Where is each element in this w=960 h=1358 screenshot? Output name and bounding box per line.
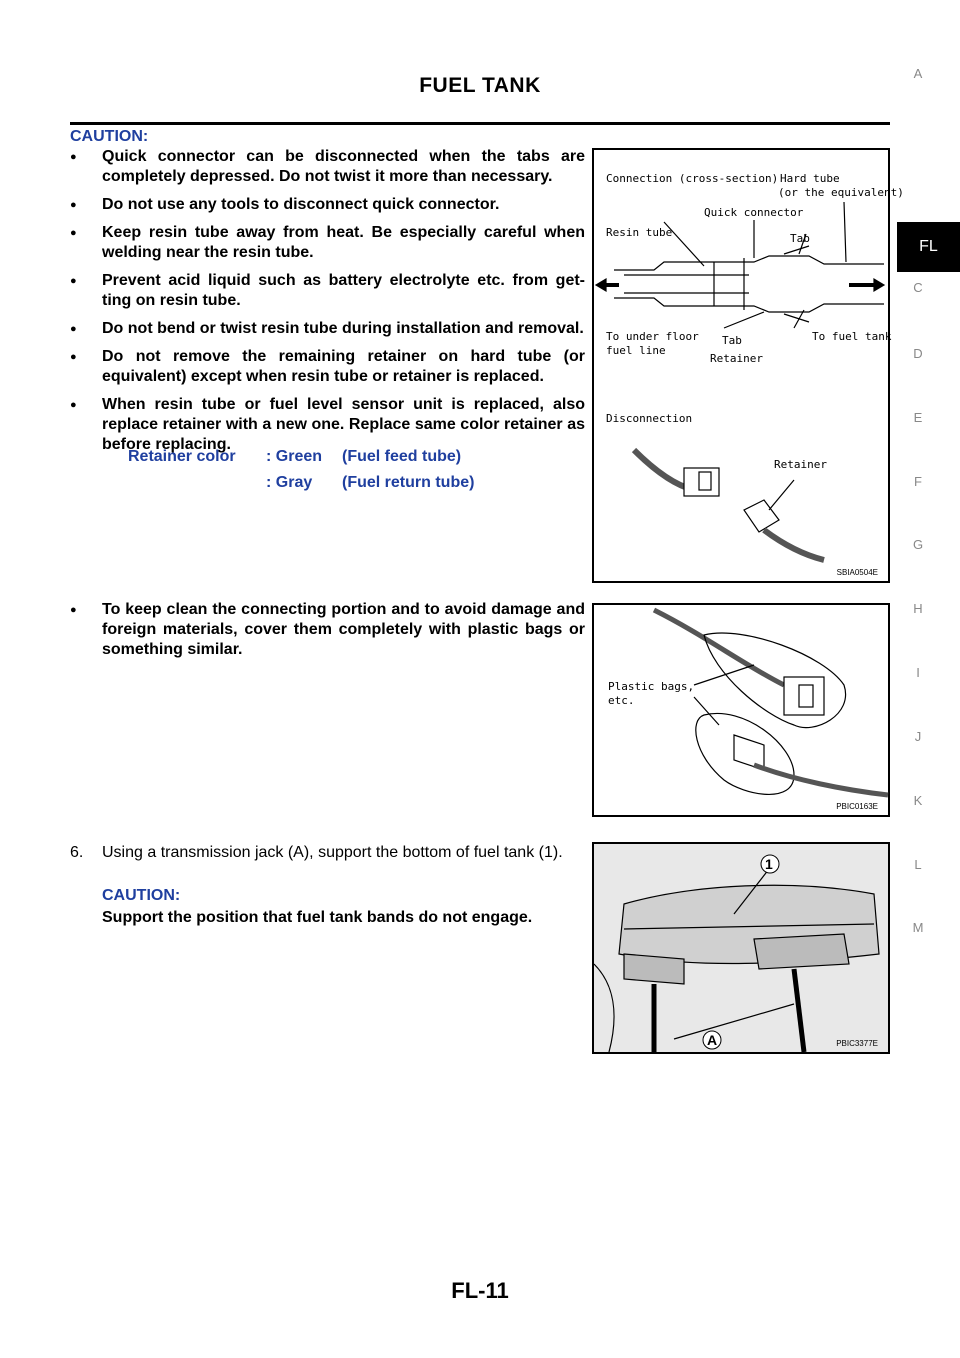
caution-item: ● Do not bend or twist resin tube during installation and removal. bbox=[70, 319, 585, 339]
section-tab-c[interactable]: C bbox=[913, 280, 923, 295]
caution-item: ● Do not remove the remaining retainer on hard tube (or equivalent) except when resin tube or retainer is replaced. bbox=[70, 347, 585, 387]
section-tab-d[interactable]: D bbox=[913, 346, 923, 361]
label-resin-tube: Resin tube bbox=[606, 226, 673, 239]
caution-item: ● Do not use any tools to disconnect quick connector. bbox=[70, 195, 585, 215]
label-to-fuel-tank: To fuel tank bbox=[812, 330, 892, 343]
quick-connector-figure bbox=[592, 148, 904, 583]
label-disconnection: Disconnection bbox=[606, 412, 693, 425]
callout-jack: A bbox=[707, 1032, 718, 1048]
transmission-jack-figure bbox=[592, 842, 890, 1054]
section-tab-a[interactable]: A bbox=[913, 66, 923, 81]
protection-list bbox=[70, 600, 585, 668]
retainer-color-gray: : Gray bbox=[266, 474, 313, 491]
page-number: FL-11 bbox=[451, 1278, 509, 1303]
section-tab-k[interactable]: K bbox=[913, 793, 923, 808]
label-retainer: Retainer bbox=[710, 352, 763, 365]
caution-item: ● Keep resin tube away from heat. Be especially careful when welding near the resin tube. bbox=[70, 223, 585, 263]
callout-fuel-tank: 1 bbox=[765, 856, 773, 872]
retainer-color-green: : Green bbox=[266, 448, 323, 465]
label-tab-top: Tab bbox=[790, 232, 810, 245]
retainer-color-label: Retainer color bbox=[128, 448, 236, 465]
plastic-bags-figure bbox=[592, 603, 890, 817]
label-connection: Connection (cross-section) bbox=[606, 172, 779, 185]
label-under-floor: To under floor bbox=[606, 330, 699, 343]
label-etc: etc. bbox=[608, 694, 635, 707]
section-tab-fl[interactable]: FL bbox=[897, 222, 960, 272]
plastic-bags-illustration bbox=[594, 605, 888, 815]
protection-item: ● To keep clean the connecting portion and to avoid damage and foreign materials, cover them completely with plastic bags or something similar. bbox=[70, 600, 585, 660]
retainer-desc-return: (Fuel return tube) bbox=[342, 474, 475, 491]
caution-list bbox=[70, 147, 585, 463]
section-tab-j[interactable]: J bbox=[914, 729, 922, 744]
label-plastic-bags: Plastic bags, bbox=[608, 680, 695, 693]
quick-connector-illustration bbox=[594, 150, 904, 581]
page-title: FUEL TANK bbox=[419, 74, 541, 97]
label-quick-connector: Quick connector bbox=[704, 206, 804, 219]
caution-item: ● When resin tube or fuel level sensor unit is replaced, also replace retainer with a new one. Replace same color retainer as before replacing. bbox=[70, 395, 585, 455]
label-hard-tube: Hard tube bbox=[780, 172, 840, 185]
label-retainer-disconnect: Retainer bbox=[774, 458, 827, 471]
retainer-desc-feed: (Fuel feed tube) bbox=[342, 448, 462, 465]
section-tab-l[interactable]: L bbox=[914, 857, 922, 872]
step-text: Using a transmission jack (A), support the bottom of fuel tank (1). bbox=[102, 844, 563, 861]
step-caution-heading: CAUTION: bbox=[102, 887, 181, 904]
figure-code: PBIC0163E bbox=[836, 802, 878, 811]
label-tab-bottom: Tab bbox=[722, 334, 742, 347]
section-tab-f[interactable]: F bbox=[914, 474, 922, 489]
figure-code: SBIA0504E bbox=[836, 568, 878, 577]
section-tab-e[interactable]: E bbox=[913, 410, 923, 425]
figure-code: PBIC3377E bbox=[836, 1039, 878, 1048]
caution-item: ● Prevent acid liquid such as battery electrolyte etc. from get-ting on resin tube. bbox=[70, 271, 585, 311]
section-tab-i[interactable]: I bbox=[916, 665, 920, 680]
section-tab-g[interactable]: G bbox=[912, 537, 924, 552]
step-caution-text: Support the position that fuel tank bands do not engage. bbox=[102, 909, 533, 926]
step-number: 6. bbox=[70, 844, 84, 861]
header-rule bbox=[70, 122, 890, 125]
section-tab-h[interactable]: H bbox=[913, 601, 923, 616]
label-equivalent: (or the equivalent) bbox=[778, 186, 904, 199]
transmission-jack-illustration bbox=[594, 844, 888, 1052]
caution-item: ● Quick connector can be disconnected when the tabs are completely depressed. Do not twist it more than necessary. bbox=[70, 147, 585, 187]
section-tab-m[interactable]: M bbox=[912, 920, 924, 935]
label-fuel-line: fuel line bbox=[606, 344, 666, 357]
step-6 bbox=[70, 843, 585, 863]
caution-heading: CAUTION: bbox=[70, 128, 149, 145]
